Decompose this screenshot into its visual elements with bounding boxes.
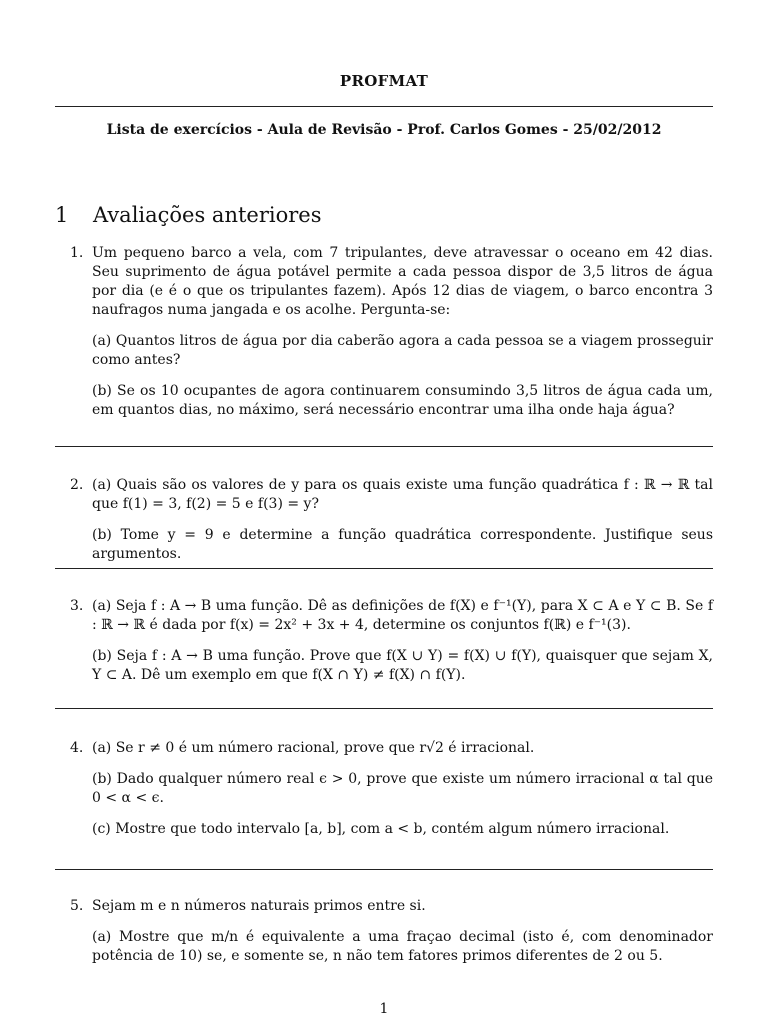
exercise-5 xyxy=(70,897,713,966)
section-heading xyxy=(55,203,322,227)
exercise-1-part-b: (b) Se os 10 ocupantes de agora continuarem consumindo 3,5 litros de água cada um, em quantos dias, no máximo, será necessário encontrar uma ilha onde haja água? xyxy=(92,383,713,418)
exercise-divider xyxy=(55,869,713,870)
exercise-1-statement: Um pequeno barco a vela, com 7 tripulantes, deve atravessar o oceano em 42 dias. Seu suprimento de água potável permite a cada pessoa dispor de 3,5 litros de água por dia (e é o que os tripulantes fazem). Após 12 dias de viagem, o barco encontra 3 naufragos numa jangada e os acolhe. Pergunta-se: xyxy=(92,245,713,318)
exercise-divider xyxy=(55,446,713,447)
exercise-2-part-b: (b) Tome y = 9 e determine a função quadrática correspondente. Justifique seus argumentos. xyxy=(92,527,713,562)
exercise-2 xyxy=(70,476,713,564)
exercise-3-part-a: (a) Seja f : A → B uma função. Dê as definições de f(X) e f⁻¹(Y), para X ⊂ A e Y ⊂ B. Se f : ℝ → ℝ é dada por f(x) = 2x² + 3x + 4, determine os conjuntos f(ℝ) e f⁻¹(3). xyxy=(92,598,713,633)
exercise-5-statement: Sejam m e n números naturais primos entre si. xyxy=(92,898,426,914)
exercise-number: 2. xyxy=(70,477,84,493)
exercise-4-part-c: (c) Mostre que todo intervalo [a, b], com a < b, contém algum número irracional. xyxy=(92,821,670,837)
exercise-1-part-a: (a) Quantos litros de água por dia caberão agora a cada pessoa se a viagem prosseguir como antes? xyxy=(92,333,713,368)
page-number: 1 xyxy=(379,1001,389,1017)
exercise-3 xyxy=(70,597,713,685)
exercise-3-part-b: (b) Seja f : A → B uma função. Prove que f(X ∪ Y) = f(X) ∪ f(Y), quaisquer que sejam X, Y ⊂ A. Dê um exemplo em que f(X ∩ Y) ≠ f(X) ∩ f(Y). xyxy=(92,648,713,683)
exercise-2-part-a: (a) Quais são os valores de y para os quais existe uma função quadrática f : ℝ → ℝ tal que f(1) = 3, f(2) = 5 e f(3) = y? xyxy=(92,477,713,512)
exercise-4 xyxy=(70,739,713,839)
header-subtitle: Lista de exercícios - Aula de Revisão - Prof. Carlos Gomes - 25/02/2012 xyxy=(106,122,662,138)
header-title: PROFMAT xyxy=(339,72,429,90)
exercise-1 xyxy=(70,244,713,420)
exercise-4-part-a: (a) Se r ≠ 0 é um número racional, prove que r√2 é irracional. xyxy=(92,740,535,756)
exercise-number: 4. xyxy=(70,740,84,756)
exercise-number: 3. xyxy=(70,598,84,614)
exercise-number: 5. xyxy=(70,898,84,914)
exercise-divider xyxy=(55,708,713,709)
section-title: Avaliações anteriores xyxy=(93,203,322,227)
exercise-divider xyxy=(55,568,713,569)
exercise-number: 1. xyxy=(70,245,84,261)
exercise-5-part-a: (a) Mostre que m/n é equivalente a uma fraçao decimal (isto é, com denominador potência de 10) se, e somente se, n não tem fatores primos diferentes de 2 ou 5. xyxy=(92,929,713,964)
section-number: 1 xyxy=(55,203,69,227)
header-rule xyxy=(55,106,713,107)
exercise-4-part-b: (b) Dado qualquer número real ϵ > 0, prove que existe um número irracional α tal que 0 < α < ϵ. xyxy=(92,771,713,806)
